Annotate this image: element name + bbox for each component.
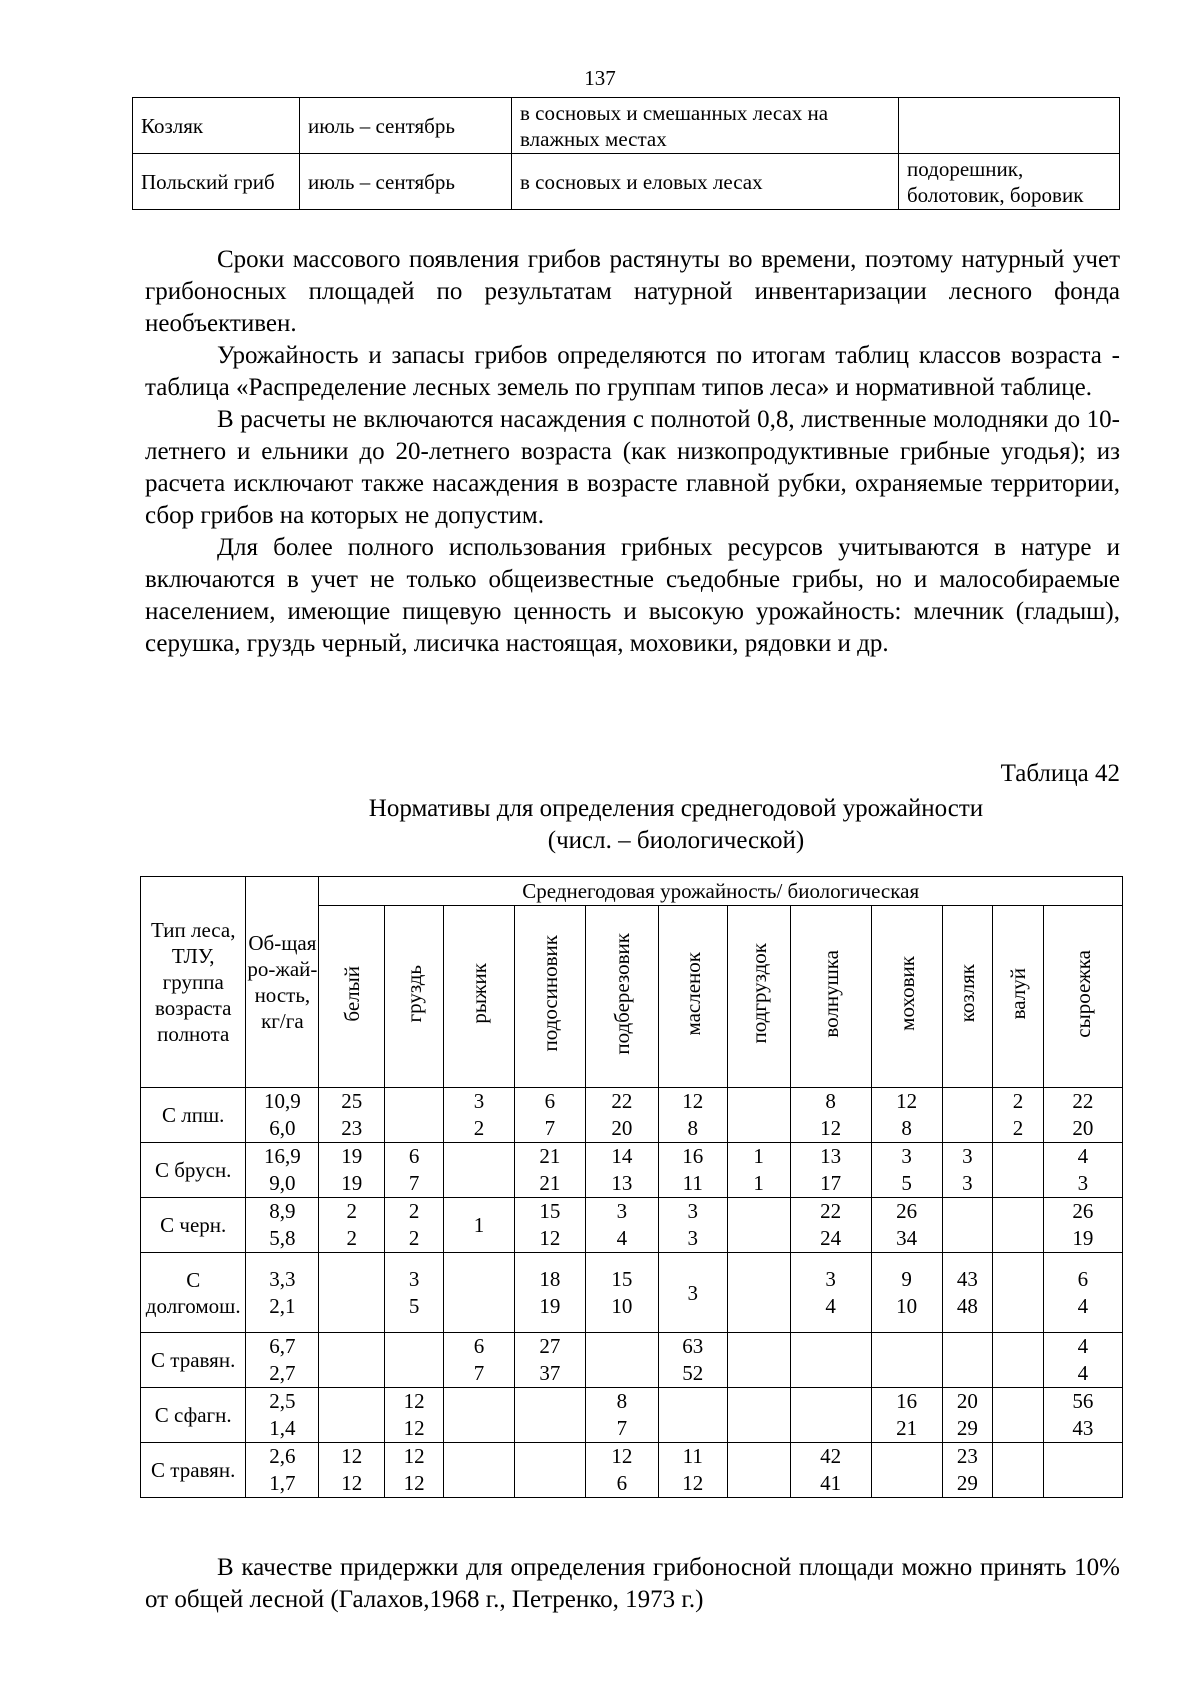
body-paragraphs [145, 244, 1120, 660]
yield-cell [319, 1443, 385, 1498]
value-biological: 2,7 [269, 1361, 296, 1385]
species-label: козляк [955, 964, 980, 1023]
yield-cell [385, 1198, 444, 1253]
yield-cell [443, 1143, 514, 1198]
value-biological: 48 [956, 1293, 978, 1318]
yield-cell [871, 1198, 942, 1253]
value-biological: 52 [682, 1361, 704, 1385]
table-row [141, 1088, 1123, 1143]
value-biological: 2 [473, 1116, 485, 1140]
value-numeric: 6,7 [269, 1334, 296, 1358]
yield-cell [942, 1333, 993, 1388]
header-species-8 [871, 906, 942, 1088]
yield-cell [790, 1253, 871, 1333]
value-numeric: 3 [825, 1266, 836, 1291]
value-biological: 17 [820, 1171, 842, 1195]
value-biological: 10 [611, 1293, 633, 1318]
value-biological: 4 [825, 1293, 836, 1318]
value-biological: 2 [346, 1226, 358, 1250]
species-label: подберезовик [609, 932, 634, 1055]
value-biological: 10 [896, 1293, 918, 1318]
forest-type-cell: С лпш. [141, 1088, 246, 1143]
value-biological: 7 [408, 1171, 420, 1195]
yield-cell [1043, 1198, 1122, 1253]
yield-cell [993, 1088, 1044, 1143]
yield-cell [790, 1333, 871, 1388]
value-numeric: 18 [539, 1266, 561, 1291]
yield-cell [319, 1253, 385, 1333]
species-label: валуй [1006, 967, 1031, 1020]
value-biological: 20 [1072, 1116, 1094, 1140]
yield-cell [385, 1388, 444, 1443]
header-species-10 [993, 906, 1044, 1088]
table-row [141, 1443, 1123, 1498]
table-row [133, 154, 1120, 210]
paragraph-2: Урожайность и запасы грибов определяются по итогам таблиц классов возраста - таблица «Распределение лесных земель по группам типов леса» и нормативной таблице. [145, 342, 1120, 401]
value-numeric: 15 [539, 1199, 561, 1223]
norms-table [140, 876, 1123, 1498]
value-numeric: 22 [1072, 1089, 1094, 1113]
paragraph-1: Сроки массового появления грибов растянуты во времени, поэтому натурный учет грибоносных площадей по результатам натурной инвентаризации лесного фонда необъективен. [145, 246, 1120, 337]
value-numeric: 2 [346, 1199, 358, 1223]
habitat-cell: в сосновых и еловых лесах [512, 154, 899, 210]
value-numeric: 16 [682, 1144, 704, 1168]
total-yield-cell [246, 1388, 319, 1443]
table-row [141, 1198, 1123, 1253]
species-label: моховик [894, 956, 919, 1031]
yield-cell [658, 1443, 727, 1498]
value-numeric: 3 [901, 1144, 912, 1168]
yield-cell [319, 1088, 385, 1143]
value-numeric: 6 [544, 1089, 556, 1113]
yield-cell [443, 1088, 514, 1143]
value-biological: 7 [544, 1116, 556, 1140]
mushroom-name-cell: Козляк [133, 98, 300, 154]
yield-cell [443, 1388, 514, 1443]
value-biological: 2 [1012, 1116, 1024, 1140]
yield-cell [790, 1143, 871, 1198]
yield-cell [658, 1143, 727, 1198]
yield-cell [319, 1333, 385, 1388]
total-yield-cell [246, 1198, 319, 1253]
yield-cell [385, 1143, 444, 1198]
value-numeric: 12 [896, 1089, 918, 1113]
value-single: 1 [473, 1213, 485, 1237]
yield-cell [727, 1088, 790, 1143]
yield-cell [585, 1088, 658, 1143]
yield-cell [942, 1253, 993, 1333]
value-biological: 29 [956, 1416, 978, 1440]
header-total-yield: Об-щая ро-жай-ность, кг/га [246, 877, 319, 1088]
yield-cell [658, 1253, 727, 1333]
value-numeric: 2,5 [269, 1389, 296, 1413]
yield-cell [942, 1443, 993, 1498]
value-numeric: 26 [1072, 1199, 1094, 1223]
header-species-1 [385, 906, 444, 1088]
yield-cell [443, 1443, 514, 1498]
yield-cell [993, 1333, 1044, 1388]
total-yield-cell [246, 1443, 319, 1498]
value-biological: 1,4 [269, 1416, 296, 1440]
yield-cell [514, 1088, 585, 1143]
yield-cell [585, 1143, 658, 1198]
value-numeric: 12 [403, 1389, 425, 1413]
yield-cell [514, 1143, 585, 1198]
yield-cell [993, 1253, 1044, 1333]
value-biological: 7 [616, 1416, 628, 1440]
yield-cell [585, 1253, 658, 1333]
paragraph-4: Для более полного использования грибных ресурсов учитываются в натуре и включаются в учет не только общеизвестные съедобные грибы, но и малособираемые населением, имеющие пищевую ценность и высокую урожайность: млечник (гладыш), серушка, груздь черный, лисичка настоящая, моховики, рядовки и др. [145, 534, 1120, 657]
value-numeric: 19 [341, 1144, 363, 1168]
value-numeric: 13 [820, 1144, 842, 1168]
value-biological: 43 [1072, 1416, 1094, 1440]
yield-cell [585, 1388, 658, 1443]
value-biological: 21 [539, 1171, 561, 1195]
yield-cell [790, 1388, 871, 1443]
yield-cell [514, 1388, 585, 1443]
season-cell: июль – сентябрь [300, 154, 512, 210]
value-numeric: 8 [616, 1389, 628, 1413]
header-species-5 [658, 906, 727, 1088]
species-label: подгруздок [746, 943, 771, 1044]
forest-type-cell: С травян. [141, 1333, 246, 1388]
forest-type-cell: С травян. [141, 1443, 246, 1498]
value-biological: 4 [1077, 1293, 1089, 1318]
forest-type-cell: С долгомош. [141, 1253, 246, 1333]
value-biological: 2,1 [269, 1293, 296, 1318]
yield-cell [790, 1198, 871, 1253]
value-numeric: 15 [611, 1266, 633, 1291]
yield-cell [871, 1333, 942, 1388]
total-yield-cell [246, 1253, 319, 1333]
value-numeric: 6 [1077, 1266, 1089, 1291]
value-numeric: 27 [539, 1334, 561, 1358]
yield-cell [319, 1388, 385, 1443]
species-season-table [132, 97, 1120, 210]
species-label: сыроежка [1070, 949, 1095, 1038]
yield-cell [727, 1253, 790, 1333]
table-title [0, 793, 1200, 857]
final-paragraph-block [145, 1552, 1120, 1616]
value-numeric: 2 [1012, 1089, 1024, 1113]
total-yield-cell [246, 1143, 319, 1198]
value-biological: 11 [682, 1171, 703, 1195]
yield-cell [942, 1198, 993, 1253]
value-biological: 3 [1077, 1171, 1089, 1195]
species-label: подосиновик [537, 935, 562, 1052]
forest-type-cell: С брусн. [141, 1143, 246, 1198]
value-biological: 9,0 [269, 1171, 296, 1195]
value-numeric: 3 [408, 1266, 420, 1291]
value-biological: 5 [901, 1171, 912, 1195]
value-biological: 20 [611, 1116, 633, 1140]
other-names-cell: подорешник, болотовик, боровик [899, 154, 1120, 210]
value-numeric: 8,9 [269, 1199, 296, 1223]
final-paragraph: В качестве придержки для определения грибоносной площади можно принять 10% от общей лесной (Галахов,1968 г., Петренко, 1973 г.) [145, 1554, 1120, 1613]
species-label: груздь [402, 964, 427, 1023]
habitat-cell: в сосновых и смешанных лесах на влажных местах [512, 98, 899, 154]
value-numeric: 3 [473, 1089, 485, 1113]
yield-cell [1043, 1088, 1122, 1143]
yield-cell [1043, 1388, 1122, 1443]
yield-cell [871, 1443, 942, 1498]
value-biological: 5 [408, 1293, 420, 1318]
value-numeric: 3 [616, 1199, 628, 1223]
table-row [141, 1388, 1123, 1443]
yield-cell [585, 1198, 658, 1253]
value-biological: 3 [687, 1226, 698, 1250]
value-numeric: 63 [682, 1334, 704, 1358]
forest-type-cell: С черн. [141, 1198, 246, 1253]
value-biological: 1 [753, 1171, 764, 1195]
yield-cell [385, 1253, 444, 1333]
yield-cell [727, 1443, 790, 1498]
yield-cell [790, 1088, 871, 1143]
value-biological: 12 [403, 1471, 425, 1495]
value-biological: 4 [616, 1226, 628, 1250]
value-biological: 1,7 [269, 1471, 296, 1495]
value-numeric: 22 [820, 1199, 842, 1223]
yield-cell [871, 1143, 942, 1198]
species-label: масленок [680, 951, 705, 1036]
header-yield-span: Среднегодовая урожайность/ биологическая [319, 877, 1123, 906]
yield-cell [319, 1143, 385, 1198]
yield-cell [658, 1388, 727, 1443]
yield-cell [727, 1333, 790, 1388]
page-number: 137 [584, 66, 616, 90]
yield-cell [871, 1253, 942, 1333]
value-biological: 34 [896, 1226, 918, 1250]
value-biological: 41 [820, 1471, 842, 1495]
value-numeric: 12 [403, 1444, 425, 1468]
value-numeric: 4 [1077, 1144, 1089, 1168]
value-biological: 13 [611, 1171, 633, 1195]
header-species-9 [942, 906, 993, 1088]
value-biological: 21 [896, 1416, 918, 1440]
table-row [141, 1143, 1123, 1198]
mushroom-name-cell: Польский гриб [133, 154, 300, 210]
value-single: 3 [687, 1280, 698, 1305]
value-biological: 12 [403, 1416, 425, 1440]
value-numeric: 43 [956, 1266, 978, 1291]
other-names-cell [899, 98, 1120, 154]
value-numeric: 4 [1077, 1334, 1089, 1358]
value-numeric: 8 [825, 1089, 836, 1113]
value-biological: 2 [408, 1226, 420, 1250]
value-biological: 29 [956, 1471, 978, 1495]
yield-cell [993, 1388, 1044, 1443]
table-row [141, 1253, 1123, 1333]
value-biological: 19 [539, 1293, 561, 1318]
value-biological: 23 [341, 1116, 363, 1140]
species-label: белый [339, 965, 364, 1022]
value-numeric: 2 [408, 1199, 420, 1223]
species-label: рыжик [466, 963, 491, 1024]
value-numeric: 9 [901, 1266, 912, 1291]
yield-cell [1043, 1253, 1122, 1333]
yield-cell [1043, 1143, 1122, 1198]
yield-cell [514, 1198, 585, 1253]
value-numeric: 6 [408, 1144, 420, 1168]
yield-cell [385, 1443, 444, 1498]
value-numeric: 14 [611, 1144, 633, 1168]
yield-cell [514, 1443, 585, 1498]
value-numeric: 25 [341, 1089, 363, 1113]
forest-type-cell: С сфагн. [141, 1388, 246, 1443]
value-numeric: 3,3 [269, 1266, 296, 1291]
value-biological: 19 [341, 1171, 363, 1195]
value-numeric: 26 [896, 1199, 918, 1223]
value-numeric: 16,9 [263, 1144, 301, 1168]
yield-cell [993, 1443, 1044, 1498]
value-biological: 8 [687, 1116, 698, 1140]
yield-cell [385, 1333, 444, 1388]
yield-cell [727, 1388, 790, 1443]
yield-cell [993, 1198, 1044, 1253]
yield-cell [727, 1143, 790, 1198]
yield-cell [871, 1088, 942, 1143]
value-biological: 7 [473, 1361, 485, 1385]
table-row [141, 1333, 1123, 1388]
yield-cell [658, 1088, 727, 1143]
yield-cell [585, 1443, 658, 1498]
yield-cell [1043, 1443, 1122, 1498]
value-biological: 12 [820, 1116, 842, 1140]
species-label: волнушка [818, 949, 843, 1038]
value-biological: 3 [962, 1171, 973, 1195]
header-species-6 [727, 906, 790, 1088]
header-species-3 [514, 906, 585, 1088]
header-forest-type: Тип леса, ТЛУ, группа возраста полнота [141, 877, 246, 1088]
value-numeric: 10,9 [263, 1089, 301, 1113]
season-cell: июль – сентябрь [300, 98, 512, 154]
header-species-11 [1043, 906, 1122, 1088]
value-numeric: 12 [682, 1089, 704, 1113]
value-numeric: 12 [341, 1444, 363, 1468]
yield-cell [658, 1198, 727, 1253]
table-title-line-2: (числ. – биологической) [547, 827, 805, 854]
paragraph-3: В расчеты не включаются насаждения с полнотой 0,8, лиственные молодняки до 10-летнего и ельники до 20-летнего возраста (как низкопродуктивные грибные угодья); из расчета исключают также насаждения в возрасте главной рубки, охраняемые территории, сбор грибов на которых не допустим. [145, 406, 1120, 529]
value-numeric: 3 [962, 1144, 973, 1168]
table-caption: Таблица 42 [1000, 760, 1120, 787]
value-numeric: 42 [820, 1444, 842, 1468]
yield-cell [790, 1443, 871, 1498]
value-numeric: 12 [611, 1444, 633, 1468]
yield-cell [443, 1198, 514, 1253]
value-biological: 8 [901, 1116, 912, 1140]
yield-cell [658, 1333, 727, 1388]
value-numeric: 23 [956, 1444, 978, 1468]
value-biological: 12 [682, 1471, 704, 1495]
value-biological: 24 [820, 1226, 842, 1250]
value-biological: 6 [616, 1471, 628, 1495]
yield-cell [585, 1333, 658, 1388]
yield-cell [993, 1143, 1044, 1198]
header-species-2 [443, 906, 514, 1088]
yield-cell [319, 1198, 385, 1253]
value-numeric: 56 [1072, 1389, 1094, 1413]
yield-cell [942, 1143, 993, 1198]
value-numeric: 6 [473, 1334, 485, 1358]
table-title-line-1: Нормативы для определения среднегодовой урожайности [368, 795, 984, 822]
value-biological: 37 [539, 1361, 561, 1385]
header-species-4 [585, 906, 658, 1088]
yield-cell [443, 1253, 514, 1333]
value-numeric: 1 [753, 1144, 764, 1168]
value-biological: 12 [341, 1471, 363, 1495]
yield-cell [514, 1333, 585, 1388]
yield-cell [727, 1198, 790, 1253]
table-row [133, 98, 1120, 154]
yield-cell [514, 1253, 585, 1333]
value-numeric: 11 [682, 1444, 703, 1468]
value-numeric: 20 [956, 1389, 978, 1413]
yield-cell [871, 1388, 942, 1443]
value-biological: 19 [1072, 1226, 1094, 1250]
value-numeric: 21 [539, 1144, 561, 1168]
value-numeric: 16 [896, 1389, 918, 1413]
yield-cell [385, 1088, 444, 1143]
header-species-0 [319, 906, 385, 1088]
value-numeric: 3 [687, 1199, 698, 1223]
value-biological: 4 [1077, 1361, 1089, 1385]
value-biological: 6,0 [269, 1116, 296, 1140]
yield-cell [942, 1088, 993, 1143]
yield-cell [1043, 1333, 1122, 1388]
yield-cell [942, 1388, 993, 1443]
header-species-7 [790, 906, 871, 1088]
total-yield-cell [246, 1333, 319, 1388]
value-numeric: 22 [611, 1089, 633, 1113]
yield-cell [443, 1333, 514, 1388]
value-biological: 5,8 [269, 1226, 296, 1250]
value-numeric: 2,6 [269, 1444, 296, 1468]
value-biological: 12 [539, 1226, 561, 1250]
total-yield-cell [246, 1088, 319, 1143]
